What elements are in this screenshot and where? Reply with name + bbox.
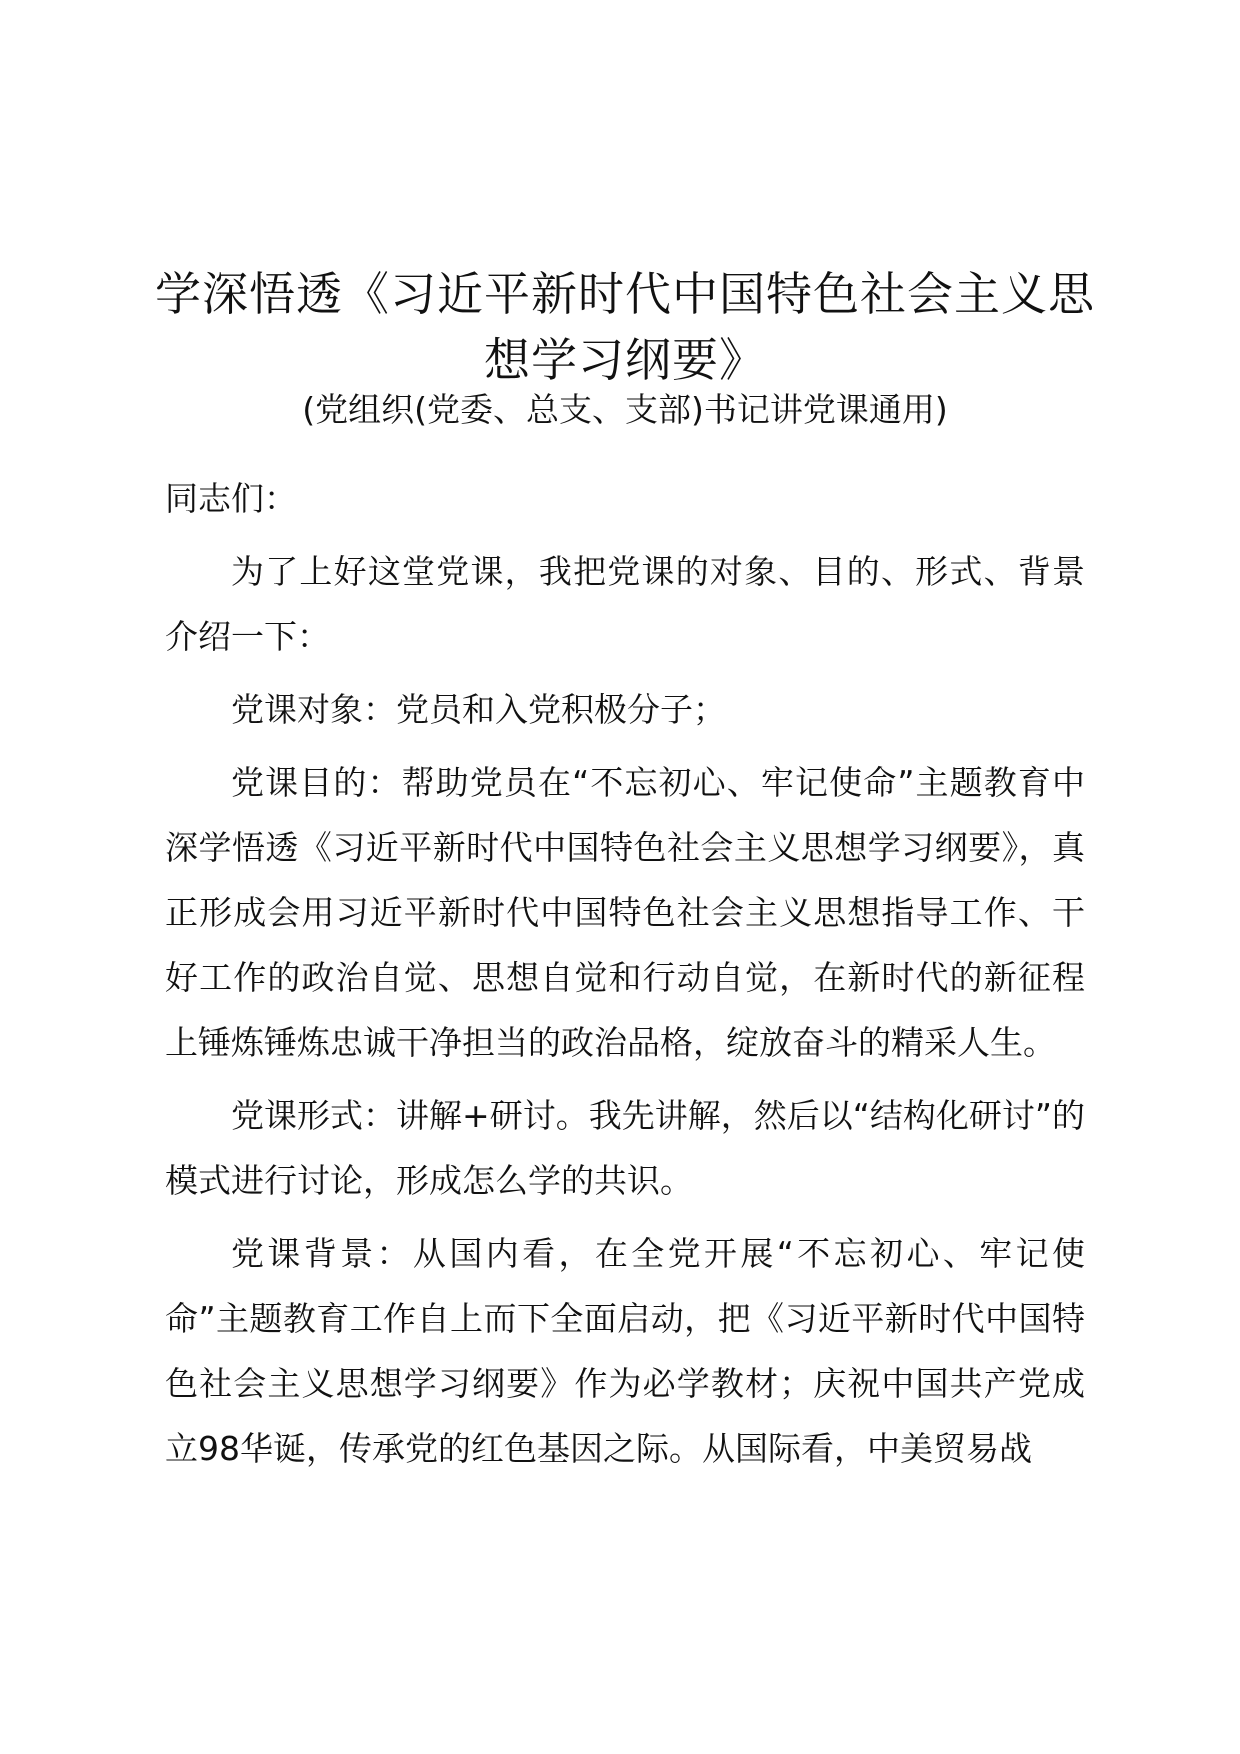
document-title: 学深悟透《习近平新时代中国特色社会主义思想学习纲要》 xyxy=(155,266,1095,387)
greeting: 同志们： xyxy=(165,479,297,518)
paragraph-background: 党课背景：从国内看，在全党开展“不忘初心、牢记使命”主题教育工作自上而下全面启动，把《习近平新时代中国特色社会主义思想学习纲要》作为必学教材；庆祝中国共产党成立98华诞，传承党的红色基因之际。从国际看，中美贸易战 xyxy=(165,1234,1085,1468)
paragraph-intro: 为了上好这堂党课，我把党课的对象、目的、形式、背景介绍一下： xyxy=(165,552,1085,656)
paragraph-format: 党课形式：讲解+研讨。我先讲解，然后以“结构化研讨”的模式进行讨论，形成怎么学的共识。 xyxy=(165,1096,1085,1200)
document-body xyxy=(165,466,1085,1489)
document-subtitle: (党组织(党委、总支、支部)书记讲党课通用) xyxy=(302,390,948,429)
paragraph-audience: 党课对象：党员和入党积极分子； xyxy=(231,690,726,729)
paragraph-purpose: 党课目的：帮助党员在“不忘初心、牢记使命”主题教育中深学悟透《习近平新时代中国特色社会主义思想学习纲要》，真正形成会用习近平新时代中国特色社会主义思想指导工作、干好工作的政治自觉、思想自觉和行动自觉，在新时代的新征程上锤炼锤炼忠诚干净担当的政治品格，绽放奋斗的精采人生。 xyxy=(165,763,1085,1062)
